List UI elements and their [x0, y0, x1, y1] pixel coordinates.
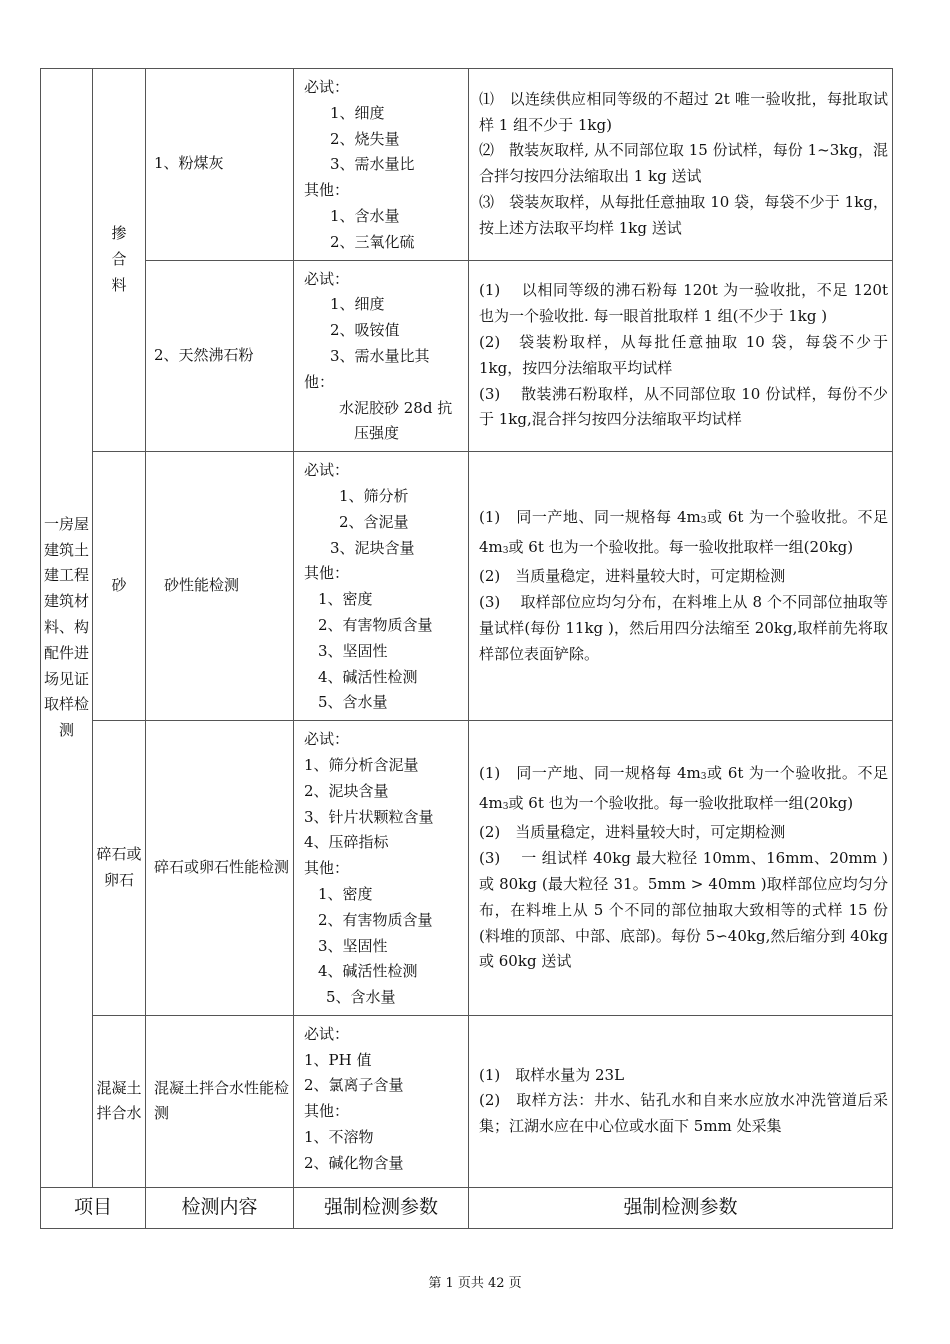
req-line: 2、吸铵值 — [330, 321, 400, 340]
req-line: 3、坚固性 — [318, 936, 388, 955]
desc-para: (3) 取样部位应均匀分布，在料堆上从 8 个不同部位抽取等量试样(每份 11kg )，然后用四分法缩至 20kg,取样前先将取样部位表面铲除。 — [479, 593, 888, 663]
req-line: 2、三氧化硫 — [330, 232, 415, 251]
req-line: 3、需水量比 — [330, 155, 415, 174]
desc-para: (2) 取样方法：井水、钻孔水和自来水应放水冲洗管道后采集；江湖水应在中心位或水面下 5mm 处采集 — [479, 1091, 888, 1136]
group-label-admixture: 掺合料 — [111, 224, 127, 294]
req-line: 必试： — [304, 461, 350, 480]
category-label: 一房屋建筑土建工程建筑材料、构配件进场见证取样检测 — [44, 514, 90, 740]
sampling-desc-gravel — [469, 721, 893, 1016]
group-cell-admixture — [93, 69, 146, 452]
req-line: 2、氯离子含量 — [304, 1076, 404, 1095]
req-line: 其他： — [304, 1102, 350, 1121]
desc-text: 或 6t 也为一个验收批。每一验收批取样一组(20kg) — [508, 793, 854, 812]
group-cell-sand: 砂 — [93, 452, 146, 721]
req-line: 1、细度 — [330, 295, 385, 314]
required-params-flyash — [294, 69, 469, 261]
desc-para — [479, 505, 888, 565]
req-line: 其他： — [304, 564, 350, 583]
req-line: 2、含泥量 — [339, 512, 409, 531]
sampling-desc-flyash — [469, 69, 893, 261]
req-line: 1、细度 — [330, 103, 385, 122]
category-cell — [41, 69, 93, 1188]
desc-para: ⑶ 袋装灰取样，从每批任意抽取 10 袋，每袋不少于 1kg，按上述方法取平均样 1kg 送试 — [479, 193, 888, 237]
desc-para — [479, 761, 888, 821]
req-line: 2、有害物质含量 — [318, 615, 433, 634]
header-project: 项目 — [41, 1187, 146, 1228]
item-name-zeolite: 2、天然沸石粉 — [146, 260, 294, 452]
req-line: 必试： — [304, 730, 350, 749]
desc-para: ⑴ 以连续供应相同等级的不超过 2t 唯一验收批，每批取试样 1 组不少于 1kg) — [479, 89, 888, 134]
req-line: 2、有害物质含量 — [318, 910, 433, 929]
req-line: 必试： — [304, 1024, 350, 1043]
item-name-water: 混凝土拌合水性能检测 — [146, 1015, 294, 1187]
req-line: 5、含水量 — [326, 988, 396, 1007]
req-line: 其他： — [304, 181, 350, 200]
desc-para: (2) 当质量稳定，进料量较大时，可定期检测 — [479, 567, 786, 586]
req-line: 1、含水量 — [330, 206, 400, 225]
desc-text: (1) 同一产地、同一规格每 4m — [479, 763, 701, 782]
desc-para: (3) 散装沸石粉取样，从不同部位取 10 份试样，每份不少于 1kg,混合拌匀按四分法缩取平均试样 — [479, 384, 888, 429]
header-content: 检测内容 — [146, 1187, 294, 1228]
required-params-gravel — [294, 721, 469, 1016]
required-params-sand — [294, 452, 469, 721]
item-name-gravel: 碎石或卵石性能检测 — [146, 721, 294, 1016]
sampling-desc-water — [469, 1015, 893, 1187]
req-line: 3、需水量比其 — [330, 346, 430, 365]
page-number: 第 1 页共 42 页 — [428, 1276, 522, 1291]
req-line: 1、PH 值 — [304, 1050, 372, 1069]
superscript: 3 — [700, 771, 707, 782]
desc-text: 或 6t 为一个验收批。不足 4m — [479, 507, 888, 556]
desc-text: 或 6t 为一个验收批。不足 4m — [479, 763, 888, 812]
req-line: 4、碱活性检测 — [318, 962, 418, 981]
desc-para: (1) 以相同等级的沸石粉每 120t 为一验收批，不足 120t 也为一个验收批. 每一眼首批取样 1 组(不少于 1kg ) — [479, 281, 888, 326]
req-line: 3、针片状颗粒含量 — [304, 807, 434, 826]
item-name-sand: 砂性能检测 — [146, 452, 294, 721]
sampling-desc-sand — [469, 452, 893, 721]
req-line: 1、筛分析 — [339, 486, 409, 505]
superscript: 3 — [502, 801, 509, 812]
group-cell-gravel: 碎石或卵石 — [93, 721, 146, 1016]
desc-text: (1) 同一产地、同一规格每 4m — [479, 507, 701, 526]
req-line: 1、不溶物 — [304, 1128, 374, 1147]
group-cell-water: 混凝土拌合水 — [93, 1015, 146, 1187]
superscript: 3 — [700, 515, 707, 526]
sampling-desc-zeolite — [469, 260, 893, 452]
required-params-zeolite — [294, 260, 469, 452]
desc-para: (2) 当质量稳定，进料量较大时，可定期检测 — [479, 823, 786, 842]
desc-para: (2) 袋装粉取样，从每批任意抽取 10 袋，每袋不少于 1kg，按四分法缩取平均试样 — [479, 333, 888, 377]
item-name-flyash: 1、粉煤灰 — [146, 69, 294, 261]
req-line: 2、烧失量 — [330, 129, 400, 148]
req-line: 其他： — [304, 859, 350, 878]
req-line: 5、含水量 — [318, 693, 388, 712]
req-line: 1、筛分析含泥量 — [304, 755, 419, 774]
desc-para: (1) 取样水量为 23L — [479, 1065, 625, 1084]
req-line: 4、压碎指标 — [304, 833, 389, 852]
req-line: 3、坚固性 — [318, 641, 388, 660]
req-line: 2、泥块含量 — [304, 781, 389, 800]
req-line: 他： — [304, 372, 335, 391]
req-line: 2、碱化物含量 — [304, 1153, 404, 1172]
specimen-table — [40, 68, 893, 1229]
req-line: 必试： — [304, 78, 350, 96]
header-params-2: 强制检测参数 — [469, 1187, 893, 1228]
req-line: 压强度 — [354, 424, 400, 443]
header-params: 强制检测参数 — [294, 1187, 469, 1228]
required-params-water — [294, 1015, 469, 1187]
desc-para: (3) 一 组试样 40kg 最大粒径 10mm、16mm、20mm ) 或 80kg (最大粒径 31。5mm > 40mm )取样部位应均匀分布，在料堆上从 5 个不同的部位抽取大致相等的式样 15 份(料堆的顶部、中部、底部)。每份 5∽40kg,然后缩分到 40kg 或 60kg 送试 — [479, 849, 888, 971]
req-line: 必试： — [304, 269, 350, 288]
req-line: 1、密度 — [318, 884, 373, 903]
req-line: 水泥胶砂 28d 抗 — [339, 398, 453, 417]
desc-para: ⑵ 散装灰取样, 从不同部位取 15 份试样，每份 1~3kg，混合拌匀按四分法缩取出 1 kg 送试 — [479, 141, 888, 186]
desc-text: 或 6t 也为一个验收批。每一验收批取样一组(20kg) — [508, 537, 854, 556]
req-line: 1、密度 — [318, 590, 373, 609]
superscript: 3 — [502, 545, 509, 556]
req-line: 3、泥块含量 — [330, 538, 415, 557]
req-line: 4、碱活性检测 — [318, 667, 418, 686]
